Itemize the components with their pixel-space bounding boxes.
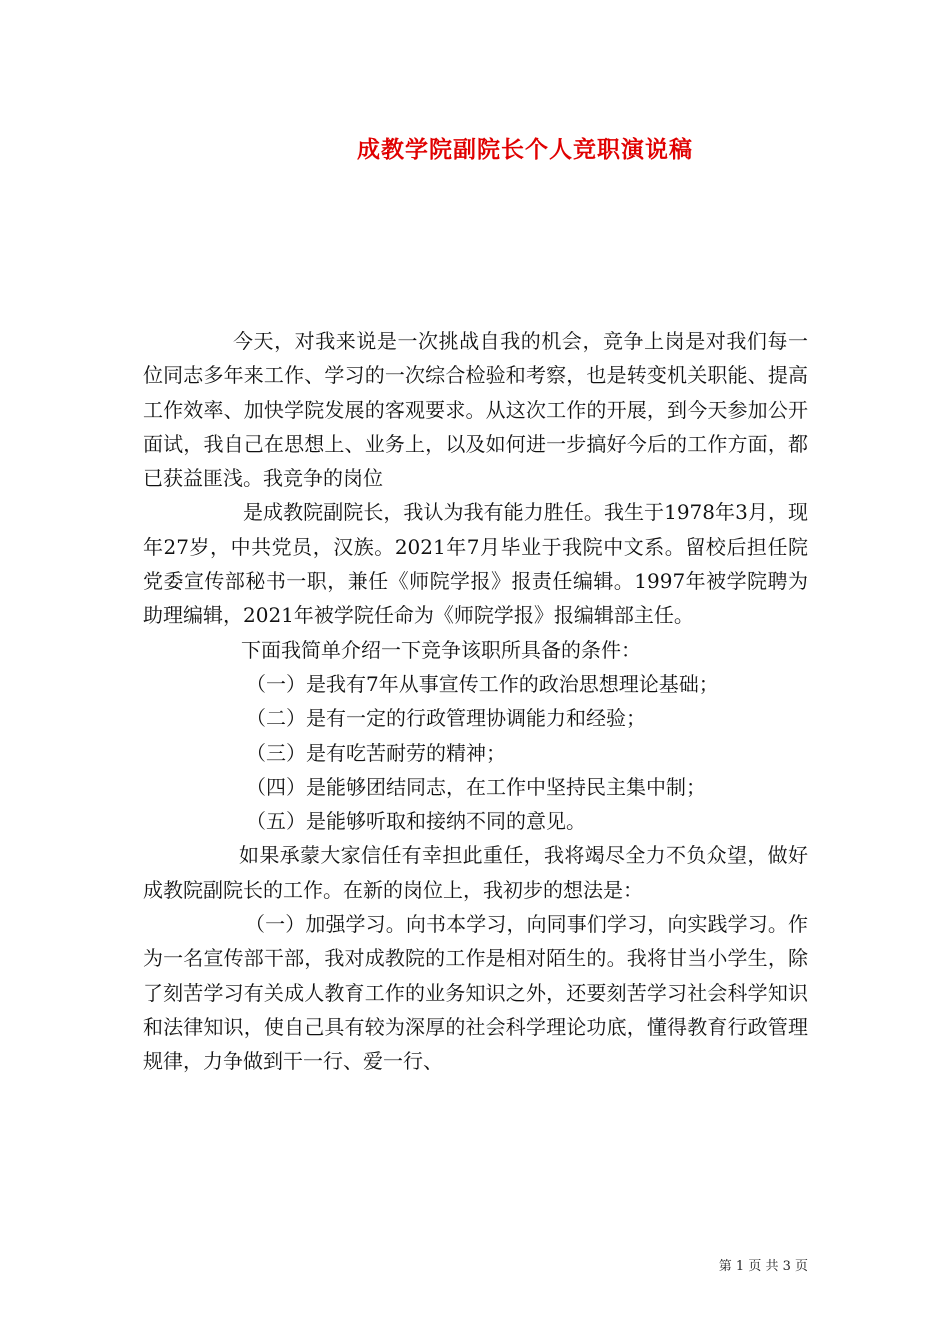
paragraph-conditions-intro: 下面我简单介绍一下竞争该职所具备的条件： xyxy=(241,637,641,662)
condition-item-4: （四）是能够团结同志，在工作中坚持民主集中制； xyxy=(246,774,706,799)
document-body xyxy=(143,324,808,1079)
condition-item-2: （二）是有一定的行政管理协调能力和经验； xyxy=(246,706,646,731)
page-title: 成教学院副院长个人竞职演说稿 xyxy=(357,136,693,163)
paragraph-background: 是成教院副院长，我认为我有能力胜任。我生于1978年3月，现年27岁，中共党员，汉族。2021年7月毕业于我院中文系。留校后担任院党委宣传部秘书一职，兼任《师院学报》报责任编辑。1997年被学院聘为助理编辑，2021年被学院任命为《师院学报》报编辑部主任。 xyxy=(143,500,808,628)
condition-item-3: （三）是有吃苦耐劳的精神； xyxy=(246,740,506,765)
page-number: 第 1 页 共 3 页 xyxy=(718,1259,808,1274)
paragraph-plan: （一）加强学习。向书本学习，向同事们学习，向实践学习。作为一名宣传部干部，我对成教院的工作是相对陌生的。我将甘当小学生，除了刻苦学习有关成人教育工作的业务知识之外，还要刻苦学习社会科学知识和法律知识，使自己具有较为深厚的社会科学理论功底，懂得教育行政管理规律，力争做到干一行、爱一行、 xyxy=(143,912,808,1074)
paragraph-intro: 今天，对我来说是一次挑战自我的机会，竞争上岗是对我们每一位同志多年来工作、学习的一次综合检验和考察，也是转变机关职能、提高工作效率、加快学院发展的客观要求。从这次工作的开展，到今天参加公开面试，我自己在思想上、业务上，以及如何进一步搞好今后的工作方面，都已获益匪浅。我竞争的岗位 xyxy=(143,329,808,491)
paragraph-closing: 如果承蒙大家信任有幸担此重任，我将竭尽全力不负众望，做好成教院副院长的工作。在新的岗位上，我初步的想法是： xyxy=(143,843,808,902)
condition-item-1: （一）是我有7年从事宣传工作的政治思想理论基础； xyxy=(246,671,719,696)
condition-item-5: （五）是能够听取和接纳不同的意见。 xyxy=(246,809,586,834)
